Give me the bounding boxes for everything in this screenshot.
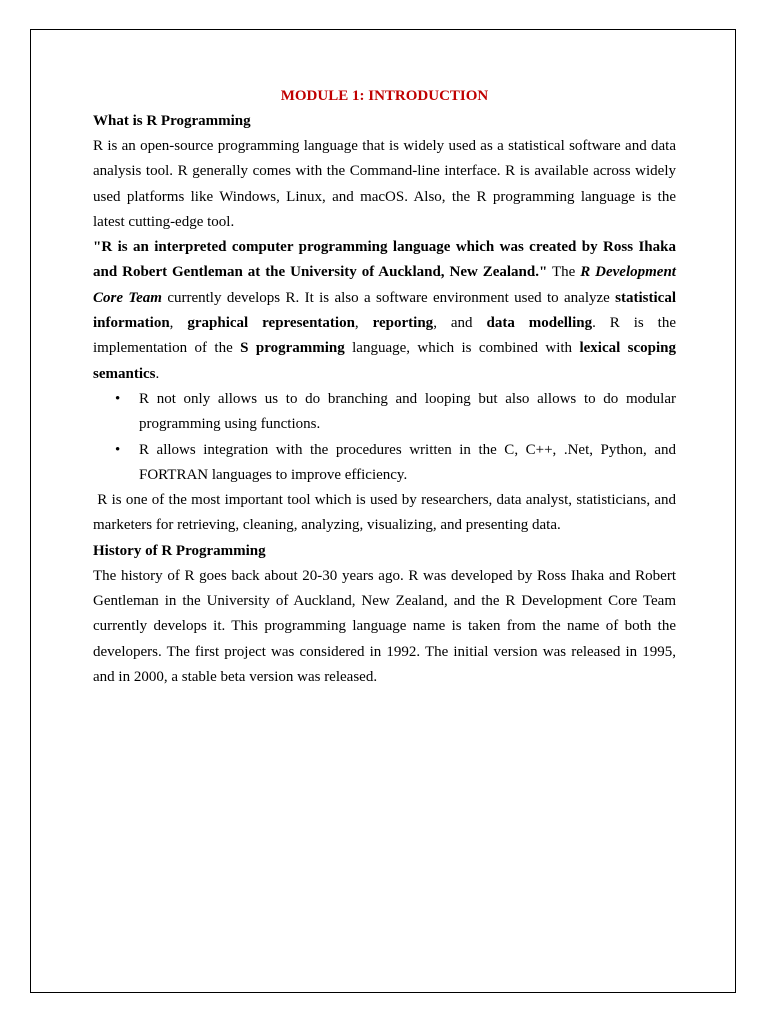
usage-paragraph: R is one of the most important tool which is used by researchers, data analyst, statisticians, and marketers for retrieving, cleaning, analyzing, visualizing, and presenting data.	[93, 492, 680, 534]
keyword-lexical-scoping: lexical scoping semantics	[93, 340, 677, 382]
text-run: currently develops R. It is also a software environment used to analyze	[161, 289, 616, 306]
text-run: ,	[354, 315, 373, 332]
intro-paragraph: R is an open-source programming language that is widely used as a statistical software and data analysis tool. R generally comes with the Command-line interface. R is available across widely used platforms like Windows, Linux, and macOS. Also, the R programming language is the latest cutting-edge tool.	[93, 138, 676, 230]
bullet-text: R allows integration with the procedures written in the C, C++, .Net, Python, and FORTRAN languages to improve efficiency.	[139, 441, 676, 483]
text-run: ,	[169, 315, 188, 332]
definition-paragraph	[93, 235, 676, 387]
section-heading-what-is-r: What is R Programming	[93, 113, 251, 129]
list-item	[93, 438, 676, 489]
keyword-s-programming: S programming	[240, 340, 345, 357]
text-run: .	[155, 365, 160, 382]
keyword-data-modelling: data modelling	[486, 315, 593, 332]
keyword-statistical-information: statistical information	[93, 289, 676, 332]
list-item	[93, 387, 676, 438]
module-title: MODULE 1: INTRODUCTION	[280, 88, 489, 104]
definition-quote: "R is an interpreted computer programming language which was created by Ross Ihaka and Robert Gentleman at the University of Auckland, New Zealand."	[93, 239, 676, 281]
text-run: . R is the implementation of the	[93, 315, 677, 357]
history-paragraph: The history of R goes back about 20-30 years ago. R was developed by Ross Ihaka and Robert Gentleman in the University of Auckland, New Zealand, and the R Development Core Team currently develops it. This programming language name is taken from the name of both the developers. The first project was considered in 1992. The initial version was released in 1995, and in 2000, a stable beta version was released.	[93, 567, 676, 685]
text-run: , and	[433, 315, 487, 332]
document-content	[93, 84, 680, 690]
dev-core-team: R Development Core Team	[93, 264, 676, 306]
text-run: language, which is combined with	[344, 340, 580, 357]
bullet-text: R not only allows us to do branching and looping but also allows to do modular programming using functions.	[139, 390, 676, 433]
bullet-icon: •	[115, 441, 121, 458]
feature-bullet-list	[93, 387, 676, 488]
bullet-icon: •	[115, 390, 121, 407]
keyword-reporting: reporting	[372, 315, 434, 332]
section-heading-history: History of R Programming	[93, 542, 266, 559]
text-run: The	[547, 264, 581, 281]
keyword-graphical-representation: graphical representation	[187, 315, 355, 332]
